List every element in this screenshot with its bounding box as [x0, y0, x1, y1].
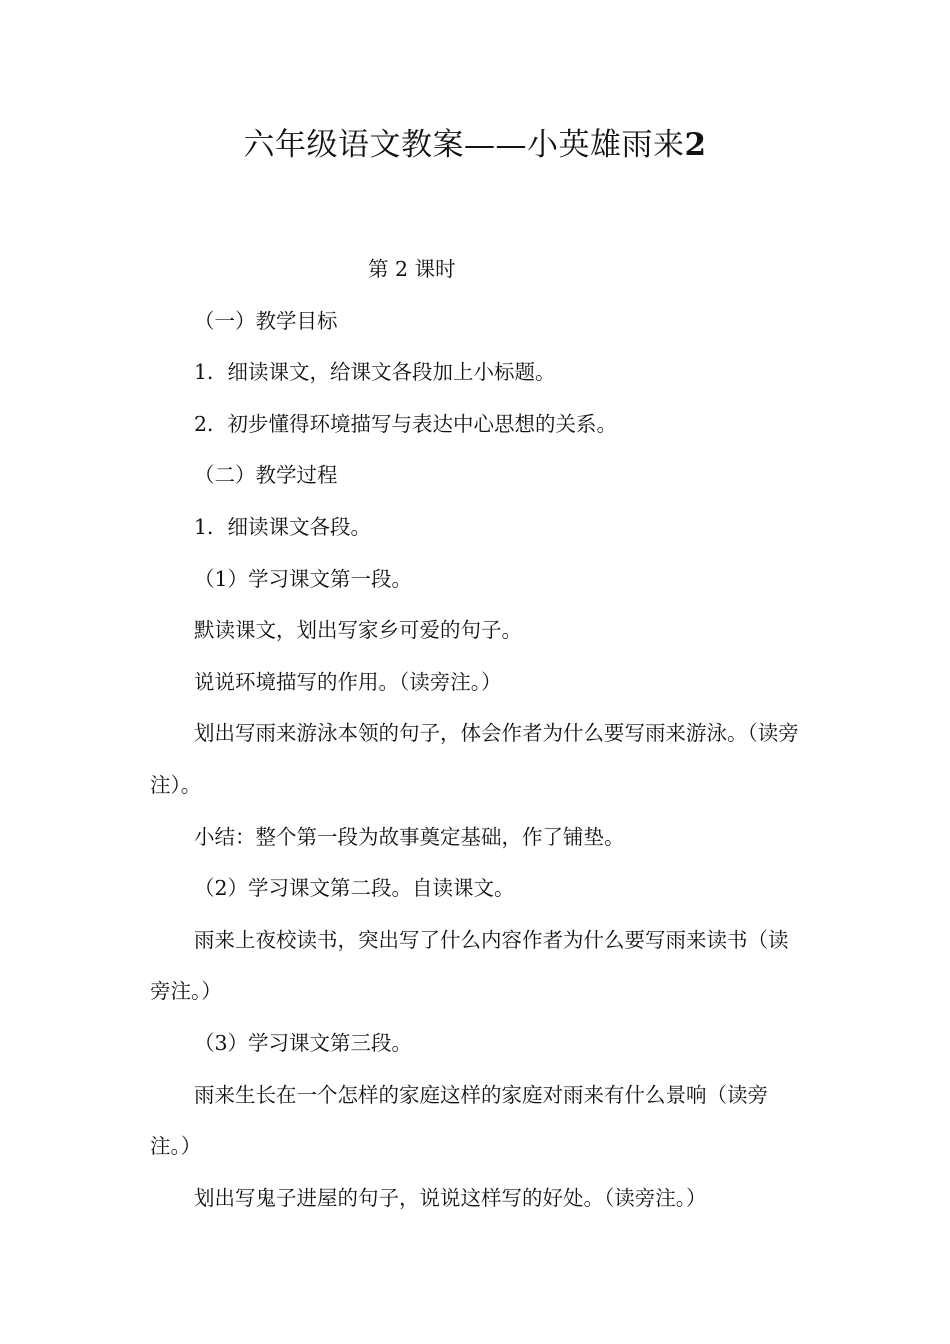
- document-body: [150, 244, 800, 1224]
- paragraph: 1．细读课文各段。: [194, 514, 372, 539]
- document-title: [0, 118, 950, 172]
- paragraph: 2．初步懂得环境描写与表达中心思想的关系。: [194, 411, 618, 436]
- paragraph: （二）教学过程: [194, 463, 338, 488]
- paragraph: （一）教学目标: [194, 308, 338, 333]
- paragraph: 1．细读课文，给课文各段加上小标题。: [194, 360, 556, 385]
- title-text: 六年级语文教案——小英雄雨来: [243, 127, 685, 163]
- paragraph: 雨来上夜校读书，突出写了什么内容作者为什么要写雨来读书（读旁注。）: [150, 927, 789, 1004]
- paragraph: 默读课文，划出写家乡可爱的句子。: [194, 618, 522, 643]
- paragraph: 小结：整个第一段为故事奠定基础，作了铺垫。: [194, 824, 625, 849]
- lesson-heading: 第 2 课时: [368, 257, 456, 281]
- paragraph: 划出写雨来游泳本领的句子，体会作者为什么要写雨来游泳。（读旁注）。: [150, 721, 799, 797]
- title-number: 2: [684, 127, 707, 163]
- paragraph: （2）学习课文第二段。自读课文。: [194, 876, 515, 901]
- paragraph: （1）学习课文第一段。: [194, 566, 413, 591]
- paragraph: 雨来生长在一个怎样的家庭这样的家庭对雨来有什么景响（读旁注。）: [150, 1082, 768, 1159]
- paragraph: 划出写鬼子进屋的句子，说说这样写的好处。（读旁注。）: [194, 1185, 707, 1210]
- paragraph: （3）学习课文第三段。: [194, 1030, 413, 1055]
- paragraph: 说说环境描写的作用。（读旁注。）: [194, 669, 502, 694]
